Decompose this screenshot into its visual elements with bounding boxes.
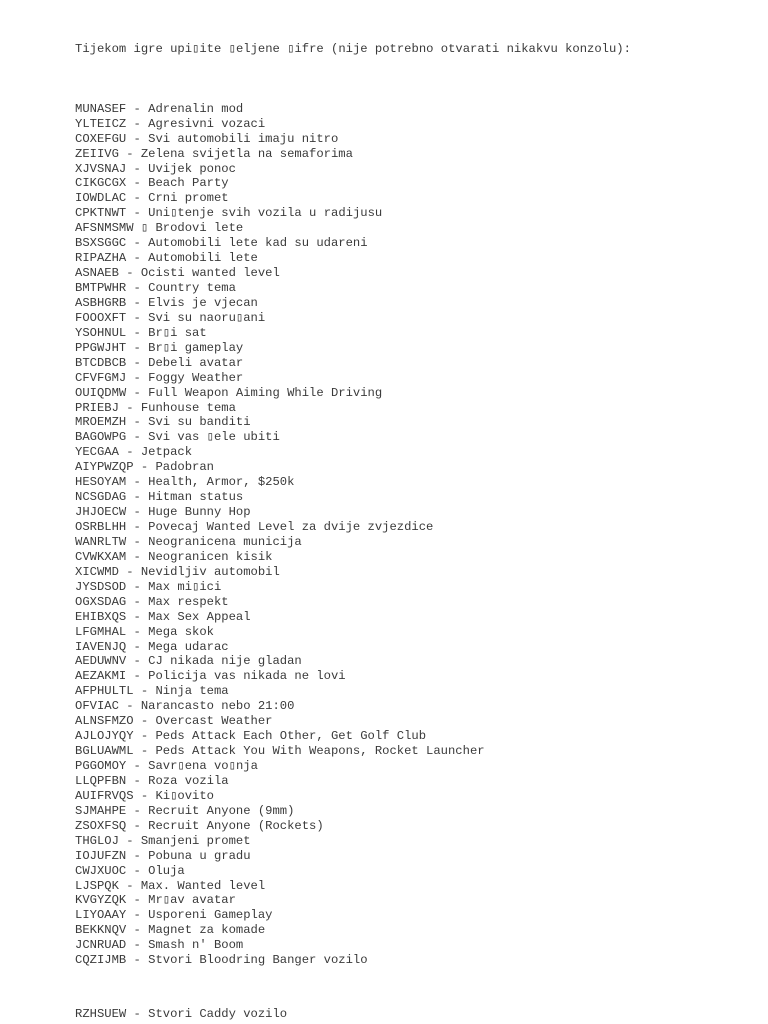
cheat-line: OSRBLHH - Povecaj Wanted Level za dvije zvjezdice bbox=[75, 520, 434, 535]
cheat-line: HESOYAM - Health, Armor, $250k bbox=[75, 475, 295, 490]
cheat-line: MUNASEF - Adrenalin mod bbox=[75, 101, 244, 116]
document-body bbox=[75, 12, 631, 983]
cheat-line: COXEFGU - Svi automobili imaju nitro bbox=[75, 131, 339, 146]
cheat-line: LLQPFBN - Roza vozila bbox=[75, 773, 229, 788]
cheat-line: OUIQDMW - Full Weapon Aiming While Driving bbox=[75, 385, 383, 400]
cheat-line: KVGYZQK - Mr▯av avatar bbox=[75, 893, 236, 908]
cheat-line: FOOOXFT - Svi su naoru▯ani bbox=[75, 310, 266, 325]
cheat-line: IAVENJQ - Mega udarac bbox=[75, 639, 229, 654]
cheat-line: PPGWJHT - Br▯i gameplay bbox=[75, 340, 244, 355]
cheat-line: CFVFGMJ - Foggy Weather bbox=[75, 370, 244, 385]
cheat-line: LFGMHAL - Mega skok bbox=[75, 624, 214, 639]
cheat-line: AIYPWZQP - Padobran bbox=[75, 460, 214, 475]
cheat-line: SJMAHPE - Recruit Anyone (9mm) bbox=[75, 803, 295, 818]
intro-text: Tijekom igre upi▯ite ▯eljene ▯ifre (nije potrebno otvarati nikakvu konzolu): bbox=[75, 41, 631, 56]
cheat-line: JHJOECW - Huge Bunny Hop bbox=[75, 505, 251, 520]
cheat-line: ALNSFMZO - Overcast Weather bbox=[75, 714, 273, 729]
cheat-line: IOJUFZN - Pobuna u gradu bbox=[75, 848, 251, 863]
cheat-line: YSOHNUL - Br▯i sat bbox=[75, 325, 207, 340]
cheat-line: AUIFRVQS - Ki▯ovito bbox=[75, 788, 214, 803]
cheat-line: PGGOMOY - Savr▯ena vo▯nja bbox=[75, 759, 258, 774]
cheat-line: XJVSNAJ - Uvijek ponoc bbox=[75, 161, 236, 176]
cheat-line: OFVIAC - Narancasto nebo 21:00 bbox=[75, 699, 295, 714]
cheat-line: BEKKNQV - Magnet za komade bbox=[75, 923, 266, 938]
cheat-line: ZEIIVG - Zelena svijetla na semaforima bbox=[75, 146, 353, 161]
cheat-line: LJSPQK - Max. Wanted level bbox=[75, 878, 266, 893]
cheat-line: OGXSDAG - Max respekt bbox=[75, 594, 229, 609]
cheat-line: PRIEBJ - Funhouse tema bbox=[75, 400, 236, 415]
cheat-line: JCNRUAD - Smash n' Boom bbox=[75, 938, 244, 953]
cheat-line: BSXSGGC - Automobili lete kad su udareni bbox=[75, 236, 368, 251]
cheat-line: BAGOWPG - Svi vas ▯ele ubiti bbox=[75, 430, 280, 445]
cheat-line: RIPAZHA - Automobili lete bbox=[75, 251, 258, 266]
cheat-line: XICWMD - Nevidljiv automobil bbox=[75, 564, 280, 579]
cheat-line: CQZIJMB - Stvori Bloodring Banger vozilo bbox=[75, 953, 368, 968]
cheat-line: JYSDSOD - Max mi▯ici bbox=[75, 579, 222, 594]
cheat-line: EHIBXQS - Max Sex Appeal bbox=[75, 609, 251, 624]
cheat-line: YECGAA - Jetpack bbox=[75, 445, 193, 460]
cheat-list bbox=[75, 102, 631, 968]
cheat-line: NCSGDAG - Hitman status bbox=[75, 490, 244, 505]
cheat-line: AEDUWNV - CJ nikada nije gladan bbox=[75, 654, 302, 669]
cheat-line: ZSOXFSQ - Recruit Anyone (Rockets) bbox=[75, 818, 324, 833]
cheat-line: LIYOAAY - Usporeni Gameplay bbox=[75, 908, 273, 923]
cheat-line: BTCDBCB - Debeli avatar bbox=[75, 355, 244, 370]
cheat-line: AJLOJYQY - Peds Attack Each Other, Get Golf Club bbox=[75, 729, 427, 744]
cheat-line: AEZAKMI - Policija vas nikada ne lovi bbox=[75, 669, 346, 684]
cheat-line: WANRLTW - Neogranicena municija bbox=[75, 534, 302, 549]
cheat-line: CWJXUOC - Oluja bbox=[75, 863, 185, 878]
cheat-line: ASBHGRB - Elvis je vjecan bbox=[75, 295, 258, 310]
cheat-line: AFPHULTL - Ninja tema bbox=[75, 684, 229, 699]
cheat-line: THGLOJ - Smanjeni promet bbox=[75, 833, 251, 848]
cheat-line: CIKGCGX - Beach Party bbox=[75, 176, 229, 191]
cheat-line: BMTPWHR - Country tema bbox=[75, 281, 236, 296]
cheat-line: YLTEICZ - Agresivni vozaci bbox=[75, 116, 266, 131]
cheat-line: ASNAEB - Ocisti wanted level bbox=[75, 266, 280, 281]
cheat-line: CPKTNWT - Uni▯tenje svih vozila u radijusu bbox=[75, 206, 383, 221]
last-cheat-line: RZHSUEW - Stvori Caddy vozilo bbox=[75, 1007, 288, 1021]
cheat-line: AFSNMSMW ▯ Brodovi lete bbox=[75, 221, 244, 236]
cheat-line: IOWDLAC - Crni promet bbox=[75, 191, 229, 206]
cheat-line: CVWKXAM - Neogranicen kisik bbox=[75, 549, 273, 564]
cheat-line: MROEMZH - Svi su banditi bbox=[75, 415, 251, 430]
cheat-line: BGLUAWML - Peds Attack You With Weapons, Rocket Launcher bbox=[75, 744, 485, 759]
